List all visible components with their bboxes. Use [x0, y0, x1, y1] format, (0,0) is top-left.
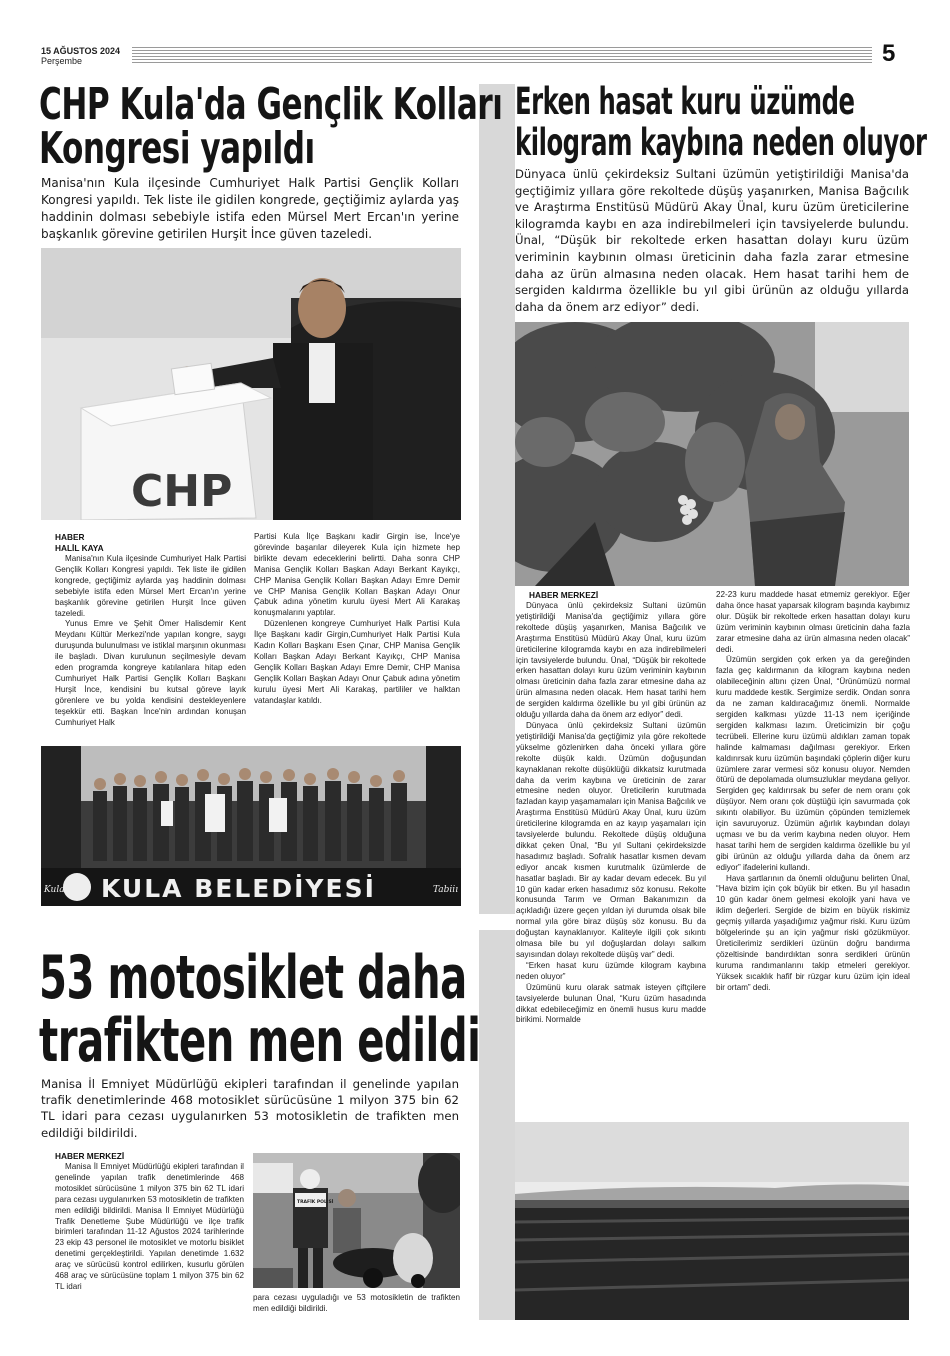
- congress-photo: [41, 248, 461, 520]
- paragraph: Dünyaca ünlü çekirdeksiz Sultani üzümün yetiştirildiği Manisa'da geçtiğimiz yıla göre rekoltede yükselme gözlenirken daha önceki yıllara göre rekolte düşük kaldı. Üzümün doğuşundan kaynaklanan rekolte düşüklüğü dikkatsiz kurutmada daha da verim kaybına ve üreticinin de zarar etmesine neden oluyor. Üreticilerin kurutmada fazladan kayıp yaşamamaları için Manisa Bağcılık ve Araştırma Enstitüsü Müdürü Akay Ünal, kuru üzüm üreticilerine kilogramda en az kayıp yaşamaları için tavsiyelerde bulundu. Rekoltede düşüş olduğuna dikkat çeken Ünal, “Bu yıl Sultani çekirdeksizde hasadımız başladı. Sofralık hasatlar kısmen devam ediyor ancak kısmen kurutmalık üzümlerde de hasatlar başladı. Bir ay kadar devam edecek. Bu yıl 10 gün kadar erken hasadımız söz konusu. Rekolte konusunda Tarım ve Orman Bakanımızın da açıkladığı üzere geçen yıldan iyi durumda olsak bile normal yıla göre biraz düşüş söz konusu. Bu da doğuştan kaynaklanıyor. Kaliteyle ilgili çok sıkıntı olmasa bile bu yıl doğuşlardan dolayı salkım sayısından dolayı rekoltede düşüş var” dedi.: [516, 720, 706, 959]
- paragraph: para cezası uyguladığı ve 53 motosikletin de trafikten men edildiği bildirildi.: [253, 1293, 460, 1313]
- paragraph: Manisa İl Emniyet Müdürlüğü ekipleri tarafından il genelinde yapılan trafik denetimlerinde 468 motosiklet sürücüsüne 1 milyon 375 bin 62 TL idari para cezası uygulanırken 53 motosikletin de trafikten men edildiği bildirildi. Manisa İl Emniyet Müdürlüğü Trafik Denetleme Şube Müdürlüğü ve ilçe trafik birimleri tarafından 11-12 Ağustos 2024 tarihlerinde 23 ekip 43 personel ile motosiklet ve motorlu bisiklet denetimi gerçekleştirildi. Yapılan denetimde 1.632 araç ve sürücüsü kontrol edilirken, kusurlu görülen 468 araç ve sürücüsüne toplam 1 milyon 375 bin 62 TL idari: [55, 1162, 244, 1291]
- article1-title-line1: CHP Kula'da Gençlik Kolları: [39, 80, 503, 131]
- issue-day: Perşembe: [41, 56, 83, 66]
- vineyard-photo: [515, 322, 909, 586]
- article3-column2: [253, 1293, 460, 1315]
- article2-lead: Dünyaca ünlü çekirdeksiz Sultani üzümün yetiştirildiği Manisa'da geçtiğimiz yıllara göre rekoltede düşüş yaşanırken, Manisa Bağcılık ve Araştırma Enstitüsü Müdürü Akay Ünal, kuru üzüm üreticilerine kilogramda kaybı en aza indirebilmeleri için tavsiyelerde bulundu. Ünal, “Düşük bir rekoltede erken hasattan dolayı kuru üzüm veriminin kaybının olması üreticinin daha fazla zarar etmesine daha az ürün almasına neden olacak. Hem hasat tarihi hem de sergiden kaldırma özellikle bu yıl gibi ürünün az olduğu yıllarda daha da önem arz ediyor” dedi.: [515, 167, 909, 314]
- byline-label: HABER: [55, 532, 85, 542]
- paragraph: 22-23 kuru maddede hasat etmemiz gerekiyor. Eğer daha önce hasat yaparsak kilogram başında kaybımız olur. Düşük bir rekoltede erken hasattan dolayı kuru üzüm veriminin kaybının olması üreticinin daha fazla zarar etmesine daha az ürün almasına neden olacak” dedi.: [716, 590, 910, 654]
- byline-author: HALİL KAYA: [55, 542, 104, 553]
- paragraph: Hava şartlarının da önemli olduğunu belirten Ünal, “Hava bizim için çok büyük bir etken. Bu yıl hasadın 10 gün kadar önem gelmesi ekolojik yani hava ve iklim değerleri. Sergide de bizim en büyük riskimiz geçmiş yıllarda yaşadığımız yağmur riski. Kuru üzüm bölgelerinde şu an için yağmur riski gözükmüyor. Üreticilerimiz serdikleri üzünün doğru bandırma çözeltisinde bandırdıktan sonra serdikleri ürünün kuruma randımanlarını takip etmeleri gerekiyor. Yüksek sıcaklık hafif bir rüzgar kuru üzüm için ideal bir ortam” dedi.: [716, 873, 910, 992]
- issue-date: 15 AĞUSTOS 2024: [41, 46, 121, 56]
- article2-title-line2: kilogram kaybına neden oluyor: [515, 121, 927, 165]
- kula-belediyesi-banner: KULA BELEDİYESİ: [101, 874, 376, 903]
- article3-title-line1: 53 motosiklet daha: [39, 943, 467, 1013]
- article2-title-line1: Erken hasat kuru üzümde: [515, 80, 855, 124]
- masthead-rule: [132, 47, 872, 64]
- banner-left-text: Kula: [44, 885, 65, 895]
- paragraph: Dünyaca ünlü çekirdeksiz Sultani üzümün yetiştirildiği Manisa'da geçtiğimiz yıllara göre rekoltede düşüş yaşanırken, Manisa Bağcılık ve Araştırma Enstitüsü Müdürü Akay Ünal, kuru üzüm üreticilerine kilogramda kaybı en aza indirebilmeleri için tavsiyelerde bulundu. Ünal, “Düşük bir rekoltede erken hasattan dolayı kuru üzüm veriminin kaybının olması üreticinin daha fazla zarar etmesine daha az ürün almasına neden olacak. Hem hasat tarihi hem de sergiden kaldırma özellikle bu yıl gibi ürünün az olduğu yıllarda daha da önem arz ediyor” dedi.: [516, 601, 706, 720]
- article3-byline: HABER MERKEZİ: [55, 1151, 125, 1161]
- article1-column2: [254, 532, 460, 707]
- article1-column1: [55, 554, 246, 729]
- paragraph: Üzümün sergiden çok erken ya da gereğinden fazla geç kaldırmanın da kilogram kaybına neden olabileceğinin altını çizen Ünal, “Ürünümüzü normal kuru maddede kestik. Sergimize serdik. Ondan sonra da ne zaman kaldıracağımız önemli. Normalde sergiden kalkması yüzde 11-13 nem içeriğinde sergiden kalkması lazım. Üreticimizin bir çoğu tecrübeli. Ellerine kuru üzümü aldıkları zaman topak halinde kalmaması dağılması gerekiyor. Erken kaldırırsak kuru üzümün başındaki çöplerin diğer kuru üzümlere zarar vermesi söz konusu oluyor. Nemden ötürü de depolamada olumsuzluklar meydana geliyor. Sergiden geç kaldırırsak bu sefer de nem oranı çok düşüyor. Nem oranı çok düştüğü için savurmada çok sıkıntı olabiliyor. Bu üzümün çöpünden temizlemek için savuruyoruz. Üzümün ağırlık kaybından dolayı uçması ve bu da verim kaybına neden oluyor. Hem hasat tarihi hem de sergiden kaldırma özellikle bu yıl gibi ürünün az olduğu yıllarda daha da önem arz ediyor” ifadelerini kullandı.: [716, 655, 910, 872]
- paragraph: “Erken hasat kuru üzümde kilogram kaybına neden oluyor”: [516, 960, 706, 981]
- police-check-photo: [253, 1153, 460, 1288]
- article1-lead: Manisa'nın Kula ilçesinde Cumhuriyet Halk Partisi Gençlik Kolları Kongresi yapıldı. Tek liste ile gidilen kongrede, geçtiğimiz aylarda yaş haddinin dolması sebebiyle istifa eden Mürsel Mert Ercan'ın yerine başkanlık görevine getirilen Hurşit İnce güven tazeledi.: [41, 176, 459, 241]
- column-divider-lower: [479, 930, 515, 1320]
- chp-logo-text: CHP: [131, 466, 233, 517]
- banner-right-text: Tabiiı: [433, 885, 459, 895]
- article3-lead: Manisa İl Emniyet Müdürlüğü ekipleri tarafından il genelinde yapılan trafik denetimlerinde 468 motosiklet sürücüsüne 1 milyon 375 bin 62 TL idari para cezası uygulanırken 53 motosikletin de trafikten men edildiği bildirildi.: [41, 1077, 459, 1140]
- paragraph: Üzümünü kuru olarak satmak isteyen çiftçilere tavsiyelerde bulunan Ünal, “Kuru üzüm hasadında dikkat edebileceğimiz en önemli husus kuru madde birikimi. Normalde: [516, 982, 706, 1025]
- traffic-police-vest-text: TRAFİK POLİSİ: [297, 1200, 334, 1205]
- paragraph: Yunus Emre ve Şehit Ömer Halisdemir Kent Meydanı Kültür Merkezi'nde yapılan kongre, saygı duruşunda bulunulması ve istiklal marşının okunması ile başladı. Divan kurulunun seçilmesiyle devam eden programda kongreye katılanlara hitap eden Cumhuriyet Halk Partisi Gençlik Kolları Başkanı Hurşit İnce, kendisini bu kutsal göreve layık görenlere ve bu yolda kendisini destekleyenlere teşekkür etti. Başkan İnce'nin ardından konuşan Cumhuriyet Halk: [55, 619, 246, 727]
- paragraph: Partisi Kula İlçe Başkanı kadir Girgin ise, İnce'ye görevinde başarılar dileyerek Kula için hizmete hep birlikte devam edeceklerini belirtti. Daha sonra CHP Manisa Gençlik Kolları Başkan Adayı Berkant Kayıkçı, CHP Manisa Gençlik Kolları Başkan Adayı Emre Demir ve CHP Manisa Gençlik Kolları Başkan Adayı Onur Çabuk adına yönetim kurulu üyesi Mert Ali Karakaş konuşmalarını yaptılar.: [254, 532, 460, 618]
- column-divider: [479, 84, 515, 914]
- article2-column1: [516, 601, 706, 1026]
- article3-column1: [55, 1162, 244, 1293]
- page-number: 5: [882, 40, 896, 67]
- raisin-field-photo: [515, 1122, 909, 1320]
- paragraph: Manisa'nın Kula ilçesinde Cumhuriyet Halk Partisi Gençlik Kolları Kongresi yapıldı. Tek liste ile gidilen kongrede, geçtiğimiz aylarda yaş haddinin dolması sebebiyle istifa eden Mürsel Mert Ercan'ın yerine başkanlık görevine getirilen Hurşit İnce güven tazeledi.: [55, 554, 246, 618]
- article1-title-line2: Kongresi yapıldı: [39, 124, 315, 175]
- paragraph: Düzenlenen kongreye Cumhuriyet Halk Partisi Kula İlçe Başkanı kadir Girgin,Cumhuriyet Halk Partisi Kula Kadın Kolları Başkanı Esen Çınar, CHP Manisa Gençlik Kolları Başkan Adayı Berkant Kayıkçı, CHP Manisa Gençlik Kolları Başkan Adayı Emre Demir, CHP Manisa Gençlik Kolları Başkan Adayı Onur Çabuk adına yönetim kurulu üyesi Mert Ali Karakaş, partililer ve halktan vatandaşlar katıldı.: [254, 619, 460, 705]
- group-photo: [41, 746, 461, 906]
- article3-title-line2: trafikten men edildi: [39, 1006, 481, 1076]
- article2-byline: HABER MERKEZİ: [529, 590, 599, 600]
- article2-column2: [716, 590, 910, 994]
- article1-byline: [55, 532, 104, 554]
